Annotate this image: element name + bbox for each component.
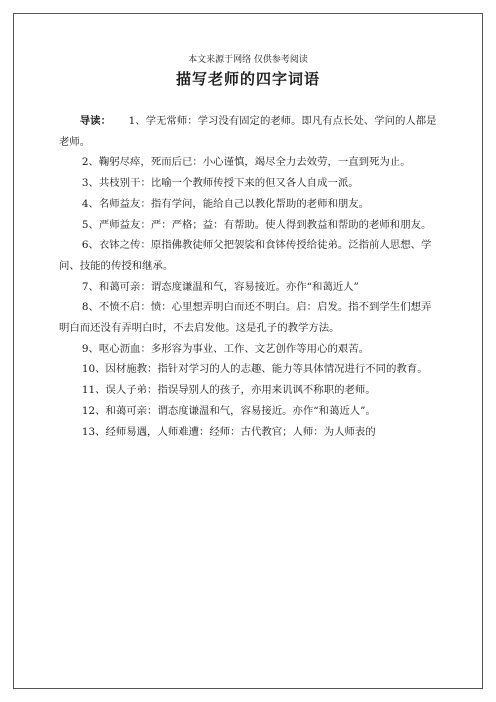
entry-7: 7、和蔼可亲：谓态度谦温和气，容易接近。亦作“和蔼近人” (81, 280, 359, 293)
source-note: 本文来源于网络 仅供参考阅读 (188, 55, 308, 65)
entry-13: 13、经师易遇，人师难遭：经师：古代教官；人师：为人师表的 (81, 425, 376, 438)
page-title: 描写老师的四字词语 (175, 70, 320, 88)
entry-4: 4、名师益友：指有学问，能给自己以教化帮助的老师和朋友。 (81, 197, 370, 210)
entry-12: 12、和蔼可亲：谓态度谦温和气，容易接近。亦作“和蔼近人”。 (81, 404, 376, 417)
entry-6: 6、衣钵之传：原指佛教徒师父把袈裟和食钵传授给徒弟。泛指前人思想、学问、技能的传授和继承。 (59, 239, 432, 272)
entry-3: 3、共枝别干：比喻一个教师传授下来的但又各人自成一派。 (81, 177, 359, 190)
intro-label: 导读： (79, 115, 111, 127)
entry-11: 11、误人子弟：指误导别人的孩子，亦用来讥讽不称职的老师。 (81, 384, 376, 397)
entry-9: 9、呕心沥血：多形容为事业、工作、文艺创作等用心的艰苦。 (81, 342, 370, 355)
intro-paragraph (59, 111, 440, 152)
entry-5: 5、严师益友：严：严格；益：有帮助。使人得到教益和帮助的老师和朋友。 (81, 218, 432, 231)
entry-2: 2、鞠躬尽瘁，死而后已：小心谨慎，竭尽全力去效劳，一直到死为止。 (81, 156, 411, 169)
entry-10: 10、因材施教：指针对学习的人的志趣、能力等具体情况进行不同的教育。 (81, 363, 428, 376)
document-body (59, 111, 440, 442)
intro-text: 1、学无常师：学习没有固定的老师。即凡有点长处、学问的人都是老师。 (59, 115, 437, 148)
entry-8: 8、不愤不启：愤：心里想弄明白而还不明白。启：启发。指不到学生们想弄明白而还没有弄明白时，不去启发他。这是孔子的教学方法。 (59, 301, 432, 335)
